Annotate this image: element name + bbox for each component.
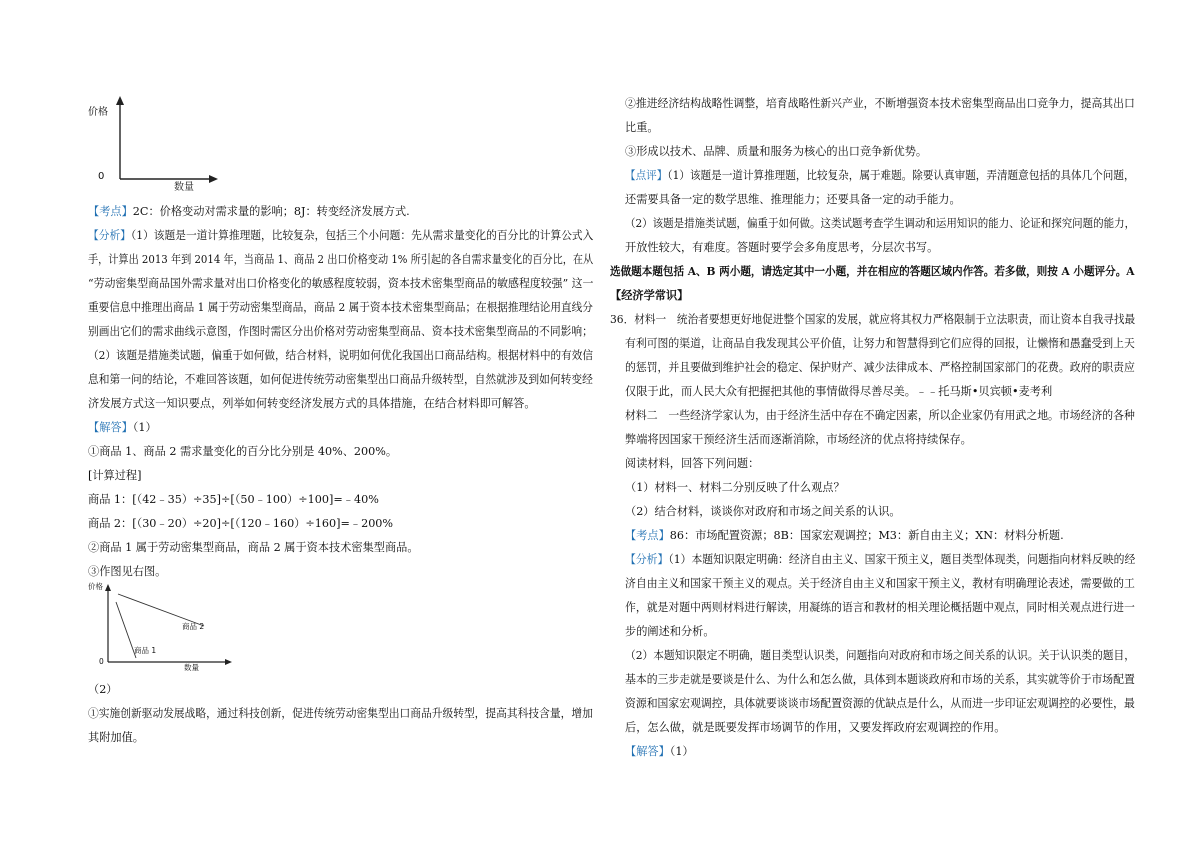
answer-line-5: ③作图见右图。: [88, 565, 167, 578]
fenxi-line-0: [88, 230, 593, 241]
kaodian-text: 2C：价格变动对需求量的影响；8J：转变经济发展方式.: [132, 205, 410, 218]
fenxi-line-5: （2）该题是措施类试题，偏重于如何做，结合材料，说明如何优化我国出口商品结构。根据材料中的有效信: [88, 349, 593, 362]
fenxi-line-1: 手，计算出 2013 年到 2014 年，当商品 1、商品 2 出口价格变动 1% 所引起的各自需求量变化的百分比，在从: [88, 253, 594, 266]
dianping-line-2: （2）该题是措施类试题，偏重于如何做。这类试题考查学生调动和运用知识的能力、论证和探究问题的能力，: [625, 217, 1136, 230]
r-fenxi-line-5: 基本的三步走就是要谈是什么、为什么和怎么做，具体到本题谈政府和市场的关系，其实就等价于市场配置: [625, 673, 1135, 686]
graph-origin-label: 0: [98, 171, 105, 182]
q36-line-4: 材料二 一些经济学家认为，由于经济生活中存在不确定因素，所以企业家仍有用武之地。市场经济的各种: [625, 409, 1135, 422]
section-title: 【经济学常识】: [610, 288, 689, 302]
r-jieda-tag: 【解答】: [625, 745, 670, 758]
q36-line-1: 有利可图的渠道，让商品自我发现其公平价值，让努力和智慧得到它们应得的回报，让懒惰和愚蠢受到上天: [625, 337, 1135, 350]
answer-line-3: 商品 2：[（30﹣20）÷20]÷[（120﹣160）÷160]=﹣200%: [88, 517, 394, 530]
series-label-商品1: 商品 1: [134, 646, 157, 655]
r-fenxi-line-7: 后，怎么做，就是既要发挥市场调节的作用，又要发挥政府宏观调控的作用。: [625, 721, 1006, 734]
r-fenxi-line-1: 济自由主义和国家干预主义的观点。关于经济自由主义和国家干预主义，教材有明确理论表述，需要做的工: [625, 577, 1135, 590]
answer-line-2: 商品 1：[（42﹣35）÷35]÷[（50﹣100）÷100]=﹣40%: [88, 493, 379, 506]
empty-price-quantity-graph: [108, 96, 218, 191]
chart-y-label: 价格: [88, 582, 103, 591]
chart-origin-label: 0: [99, 657, 104, 666]
answer-line-0: ①商品 1、商品 2 需求量变化的百分比分别是 40%、200%。: [88, 445, 398, 458]
part2-line-1: 其附加值。: [88, 731, 144, 744]
cont-line-0: ②推进经济结构战略性调整，培育战略性新兴产业，不断增强资本技术密集型商品出口竞争力，提高其出口: [625, 97, 1135, 110]
q36-line-7: （1）材料一、材料二分别反映了什么观点？: [625, 481, 845, 494]
select-instruction: 选做题本题包括 A、B 两小题，请选定其中一小题，并在相应的答题区域内作答。若多做，则按 A 小题评分。A: [610, 264, 1135, 278]
jieda-suffix: （1）: [132, 421, 157, 434]
dianping-line: [625, 170, 1135, 181]
chart-x-label: 数量: [184, 663, 199, 672]
q36-line-2: 的惩罚，并且要做到维护社会的稳定、保护财产、减少法律成本、严格控制国家部门的花费。政府的职责应: [625, 361, 1135, 374]
r-fenxi-line-4: （2）本题知识限定不明确，题目类型认识类，问题指向对政府和市场之间关系的认识。关于认识类的题目，: [625, 649, 1135, 662]
series-line-商品1: [116, 602, 136, 658]
fenxi-line-6: 息和第一问的结论，不难回答该题，如何促进传统劳动密集型出口商品升级转型，自然就涉及到如何转变经: [88, 373, 593, 386]
dianping-line-3: 开放性较大，有难度。答题时要学会多角度思考，分层次书写。: [625, 241, 939, 254]
fenxi-line-2: “劳动密集型商品国外需求量对出口价格变化的敏感程度较弱，资本技术密集型商品的敏感程度较强” 这一: [88, 277, 594, 290]
fenxi-tag: 【分析】: [88, 229, 131, 242]
jieda-line: [88, 422, 157, 433]
r-fenxi-line-3: 步的阐述和分析。: [625, 625, 715, 638]
q36-line-5: 弊端将因国家干预经济生活而逐渐消除，市场经济的优点将持续保存。: [625, 433, 972, 446]
r-kaodian-text: 86：市场配置资源；8B：国家宏观调控；M3：新自由主义；XN：材料分析题.: [669, 529, 1064, 542]
r-kaodian-tag: 【考点】: [625, 529, 670, 542]
r-fenxi-tag: 【分析】: [625, 553, 669, 566]
fenxi-line-3: 重要信息中推理出商品 1 属于劳动密集型商品，商品 2 属于资本技术密集型商品；在根据推理结论用直线分: [88, 301, 593, 314]
graph-y-label: 价格: [88, 107, 108, 118]
demand-curve-chart: [104, 584, 234, 668]
fenxi-line-4: 别画出它们的需求曲线示意图，作图时需区分出价格对劳动密集型商品、资本技术密集型商品的不同影响；: [88, 325, 593, 338]
fenxi-line-7: 济发展方式这一知识要点，列举如何转变经济发展方式的具体措施，在结合材料即可解答。: [88, 397, 536, 410]
answer-line-4: ②商品 1 属于劳动密集型商品，商品 2 属于资本技术密集型商品。: [88, 541, 419, 554]
r-kaodian-line: [625, 530, 1064, 541]
r-jieda-line: [625, 746, 694, 757]
fenxi-text: （1）该题是一道计算推理题，比较复杂，包括三个小问题：先从需求量变化的百分比的计算公式入: [130, 229, 594, 242]
q36-line-8: （2）结合材料，谈谈你对政府和市场之间关系的认识。: [625, 505, 901, 518]
jieda-tag: 【解答】: [88, 421, 133, 434]
kaodian-tag: 【考点】: [88, 205, 133, 218]
r-fenxi-line-2: 作，就是对题中两则材料进行解读，用凝练的语言和教材的相关理论概括题中观点，同时相关观点进行进一: [625, 601, 1135, 614]
r-fenxi-line-6: 资源和国家宏观调控，具体就要谈谈市场配置资源的优缺点是什么，从而进一步印证宏观调控的必要性，最: [625, 697, 1135, 710]
r-fenxi-text: （1）本题知识限定明确：经济自由主义、国家干预主义，题目类型体现类，问题指向材料反映的经: [668, 553, 1136, 566]
r-fenxi-line-0: [625, 554, 1135, 565]
q36-line-6: 阅读材料，回答下列问题：: [625, 457, 760, 470]
q36-line-0: 36．材料一 统治者要想更好地促进整个国家的发展，就应将其权力严格限制于立法职责，而让资本自我寻找最: [610, 313, 1136, 326]
cont-line-1: 比重。: [625, 121, 659, 134]
dianping-tag: 【点评】: [625, 169, 668, 182]
graph-x-label: 数量: [174, 182, 194, 193]
dianping-text: （1）该题是一道计算推理题，比较复杂，属于难题。除要认真审题，弄清题意包括的具体几个问题，: [667, 169, 1135, 182]
answer-line-1: [计算过程]: [88, 469, 142, 482]
part2-label: （2）: [88, 683, 118, 696]
r-jieda-suffix: （1）: [669, 745, 694, 758]
kaodian-line: [88, 206, 410, 217]
series-label-商品2: 商品 2: [182, 622, 205, 631]
part2-line-0: ①实施创新驱动发展战略，通过科技创新，促进传统劳动密集型出口商品升级转型，提高其科技含量，增加: [88, 707, 593, 720]
cont-line-2: ③形成以技术、品牌、质量和服务为核心的出口竞争新优势。: [625, 145, 928, 158]
dianping-line-1: 还需要具备一定的数学思维、推理能力；还要具备一定的动手能力。: [625, 193, 961, 206]
q36-line-3: 仅限于此，而人民大众有把握把其他的事情做得尽善尽美。﹣﹣托马斯•贝宾顿•麦考利: [625, 385, 1053, 398]
